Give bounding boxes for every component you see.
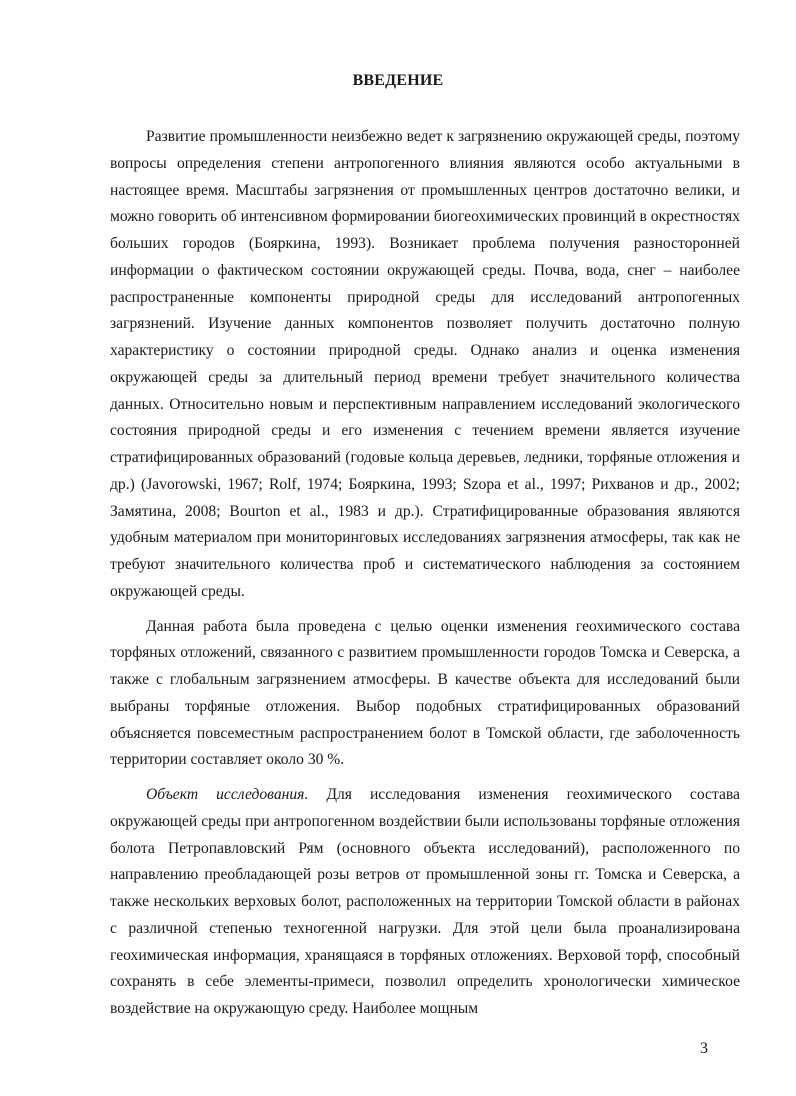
paragraph-purpose: Данная работа была проведена с целью оценки изменения геохимического состава торфяных отложений, связанного с развитием промышленности городов Томска и Северска, а также с глобальным загрязнением атмосферы. В качестве объекта для исследований были выбраны торфяные отложения. Выбор подобных стратифицированных образований объясняется повсеместным распространением болот в Томской области, где заболоченность территории составляет около 30 %. [110, 617, 740, 769]
object-text: Для исследования изменения геохимического состава окружающей среды при антропогенном воздействии были использованы торфяные отложения болота Петропавловский Рям (основного объекта исследований), расположенного по направлению преобладающей розы ветров от промышленной зоны гг. Томска и Северска, а также нескольких верховых болот, расположенных на территории Томской области в районах с различной степенью техногенной нагрузки. Для этой цели была проанализирована геохимическая информация, хранящаяся в торфяных отложениях. Верховой торф, способный сохранять в себе элементы-примеси, позволил определить хронологически химическое воздействие на окружающую среду. Наиболее мощным [110, 786, 740, 1017]
paragraph-object [110, 782, 740, 1023]
page-number: 3 [700, 1040, 708, 1057]
paragraph-intro: Развитие промышленности неизбежно ведет к загрязнению окружающей среды, поэтому вопросы определения степени антропогенного влияния являются особо актуальными в настоящее время. Масштабы загрязнения от промышленных центров достаточно велики, и можно говорить об интенсивном формировании биогеохимических провинций в окрестностях больших городов (Бояркина, 1993). Возникает проблема получения разносторонней информации о фактическом состоянии окружающей среды. Почва, вода, снег – наиболее распространенные компоненты природной среды для исследований антропогенных загрязнений. Изучение данных компонентов позволяет получить достаточно полную характеристику о состоянии природной среды. Однако анализ и оценка изменения окружающей среды за длительный период времени требует значительного количества данных. Относительно новым и перспективным направлением исследований экологического состояния природной среды и его изменения с течением времени является изучение стратифицированных образований (годовые кольца деревьев, ледники, торфяные отложения и др.) (Javorowski, 1967; Rolf, 1974; Бояркина, 1993; Szopa et al., 1997; Рихванов и др., 2002; Замятина, 2008; Bourton et al., 1983 и др.). Стратифицированные образования являются удобным материалом при мониторинговых исследованиях загрязнения атмосферы, так как не требуют значительного количества проб и систематического наблюдения за состоянием окружающей среды. [110, 128, 740, 600]
object-lead: Объект исследования. [146, 786, 309, 803]
body-text [110, 124, 740, 1023]
section-title: ВВЕДЕНИЕ [352, 72, 444, 89]
